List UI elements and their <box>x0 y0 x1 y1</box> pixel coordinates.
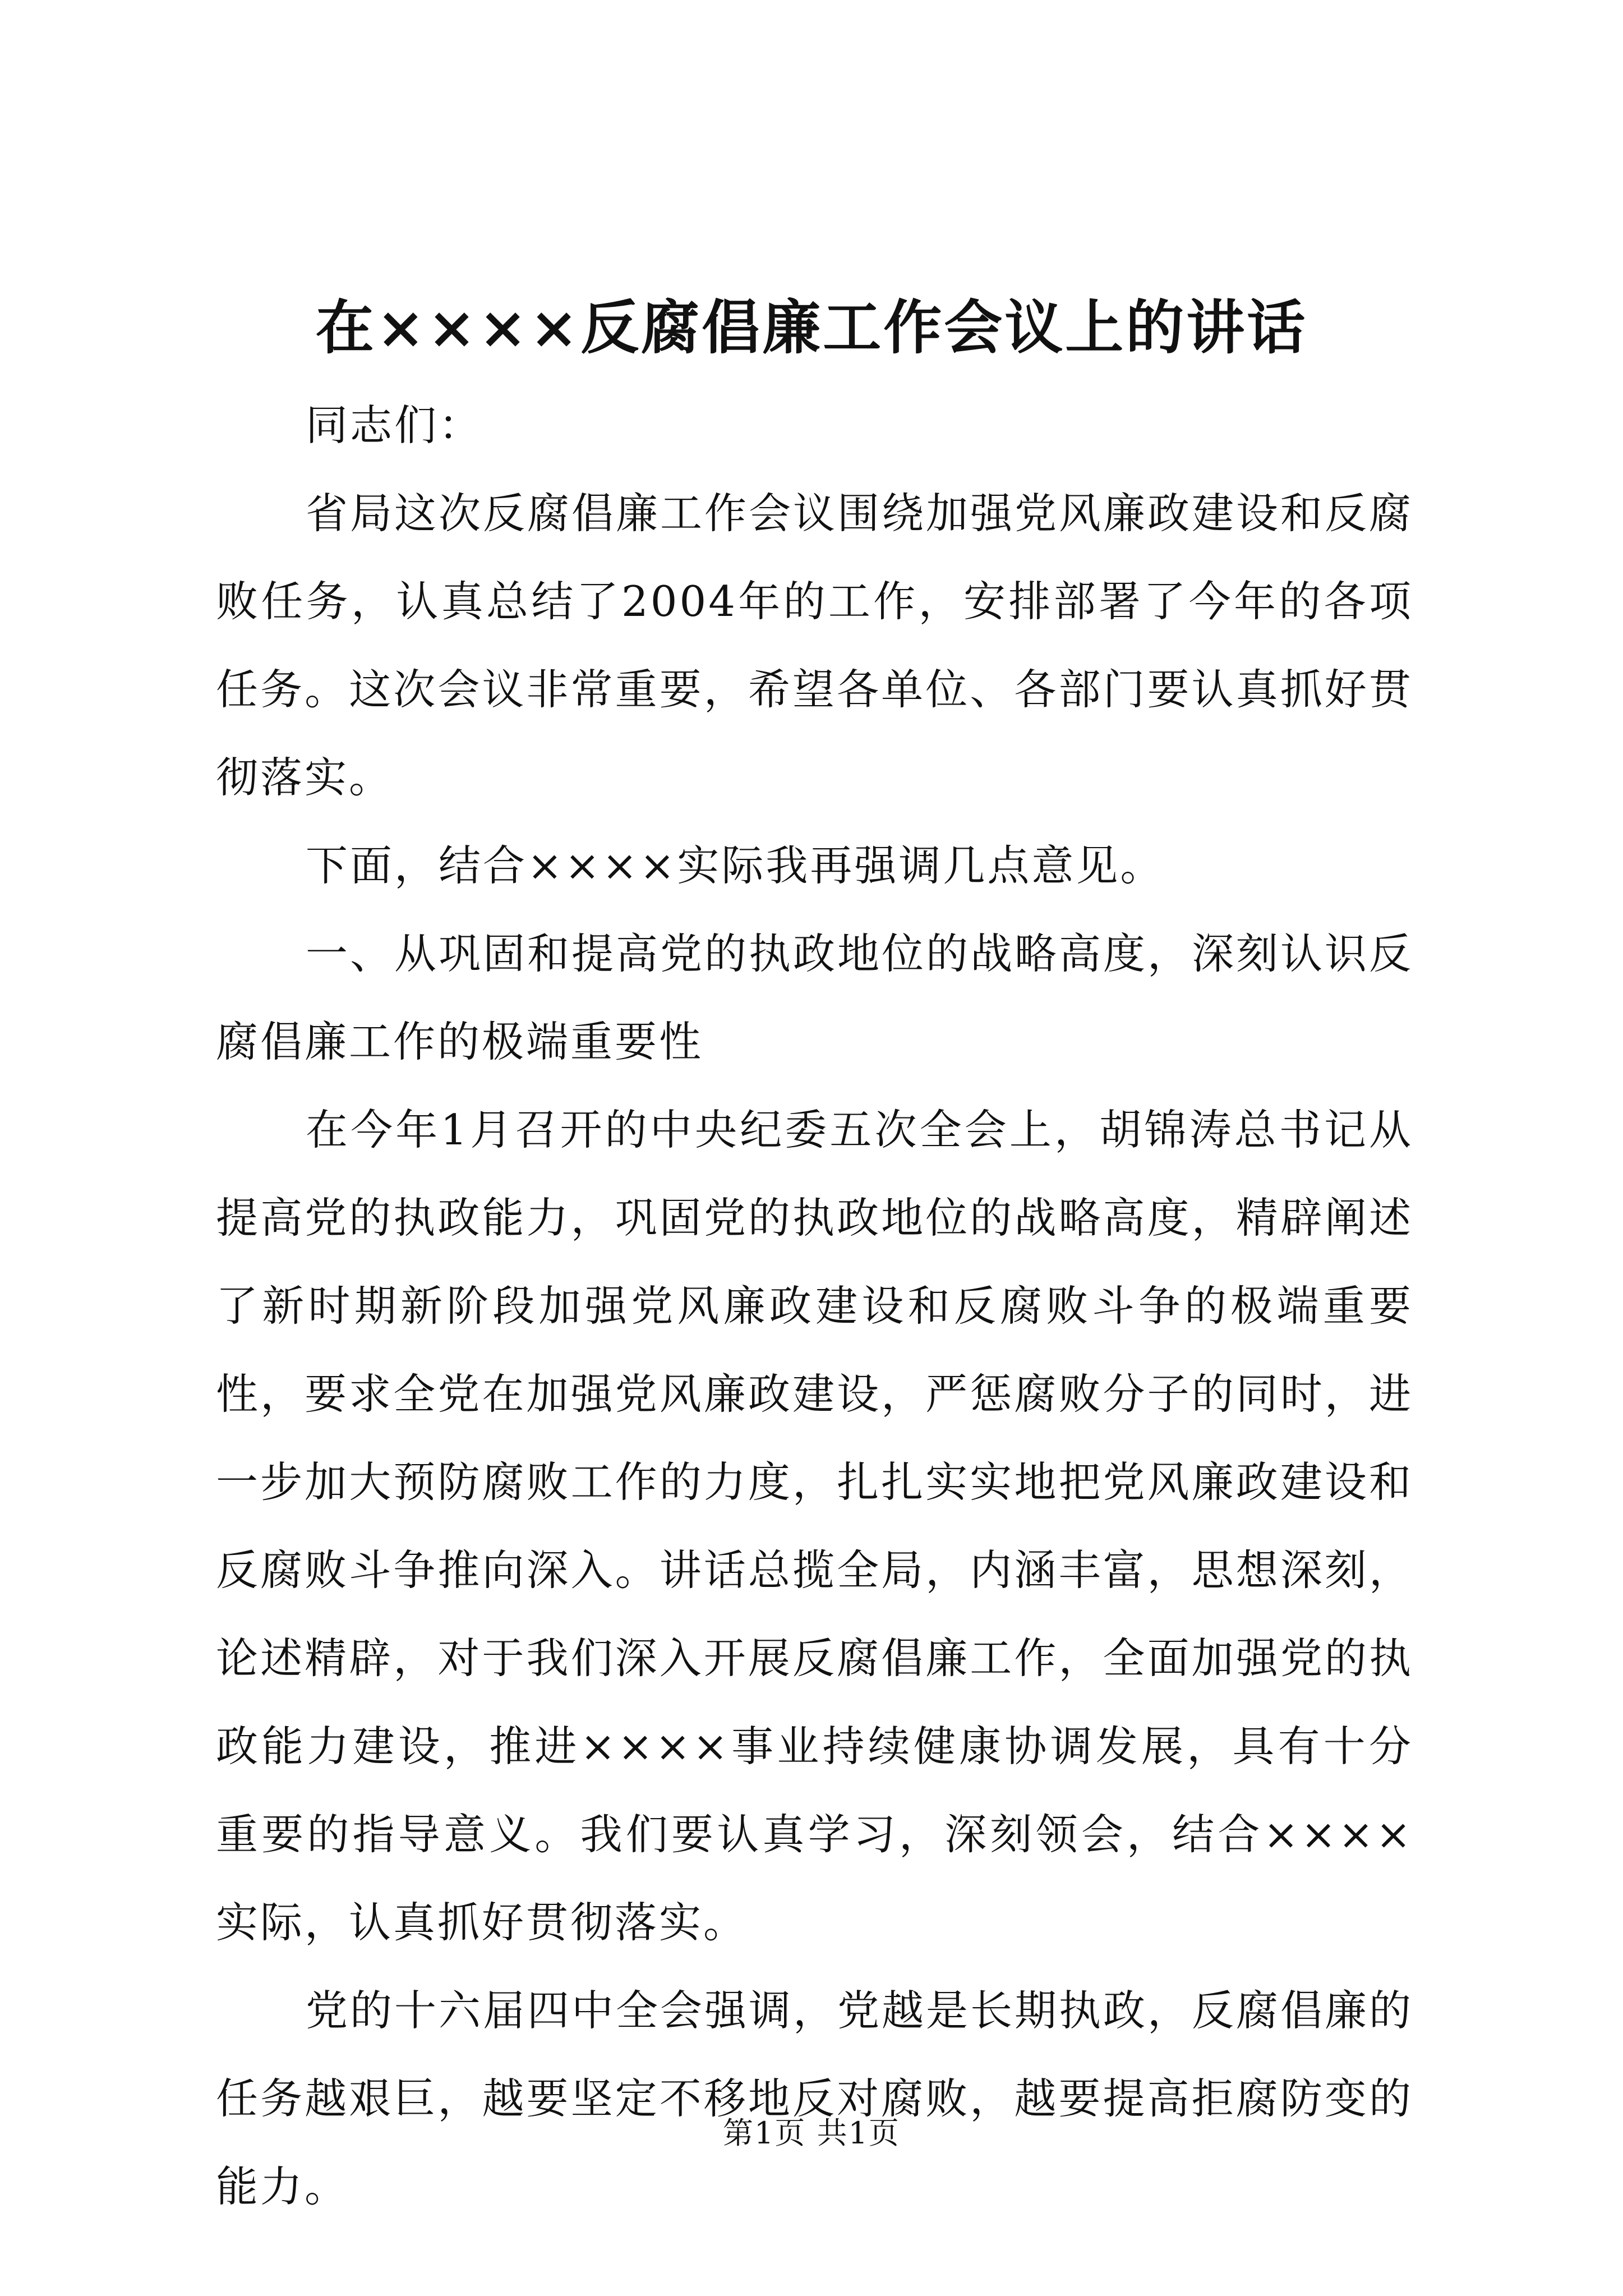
salutation: 同志们： <box>306 401 483 450</box>
paragraph-section-1-continuation: 党的十六届四中全会强调，党越是长期执政，反腐倡廉的任务越艰巨，越要坚定不移地反对腐败，越要提高拒腐防变的能力。 <box>216 1986 1414 2211</box>
paragraph-section-1-body: 在今年1月召开的中央纪委五次全会上，胡锦涛总书记从提高党的执政能力，巩固党的执政地位的战略高度，精辟阐述了新时期新阶段加强党风廉政建设和反腐败斗争的极端重要性，要求全党在加强党风廉政建设，严惩腐败分子的同时，进一步加大预防腐败工作的力度，扎扎实实地把党风廉政建设和反腐败斗争推向深入。讲话总揽全局，内涵丰富，思想深刻，论述精辟，对于我们深入开展反腐倡廉工作，全面加强党的执政能力建设，推进××××事业持续健康协调发展，具有十分重要的指导意义。我们要认真学习，深刻领会，结合××××实际，认真抓好贯彻落实。 <box>216 1105 1413 1947</box>
page-footer: 第1页 共1页 <box>723 2115 900 2151</box>
document-title: 在××××反腐倡廉工作会议上的讲话 <box>315 293 1308 362</box>
section-heading-1: 一、从巩固和提高党的执政地位的战略高度，深刻认识反腐倡廉工作的极端重要性 <box>216 929 1414 1066</box>
paragraph-intro: 省局这次反腐倡廉工作会议围绕加强党风廉政建设和反腐败任务，认真总结了2004年的工作，安排部署了今年的各项任务。这次会议非常重要，希望各单位、各部门要认真抓好贯彻落实。 <box>216 489 1414 802</box>
paragraph-transition: 下面，结合××××实际我再强调几点意见。 <box>306 841 1165 890</box>
document-body <box>216 381 1413 2231</box>
